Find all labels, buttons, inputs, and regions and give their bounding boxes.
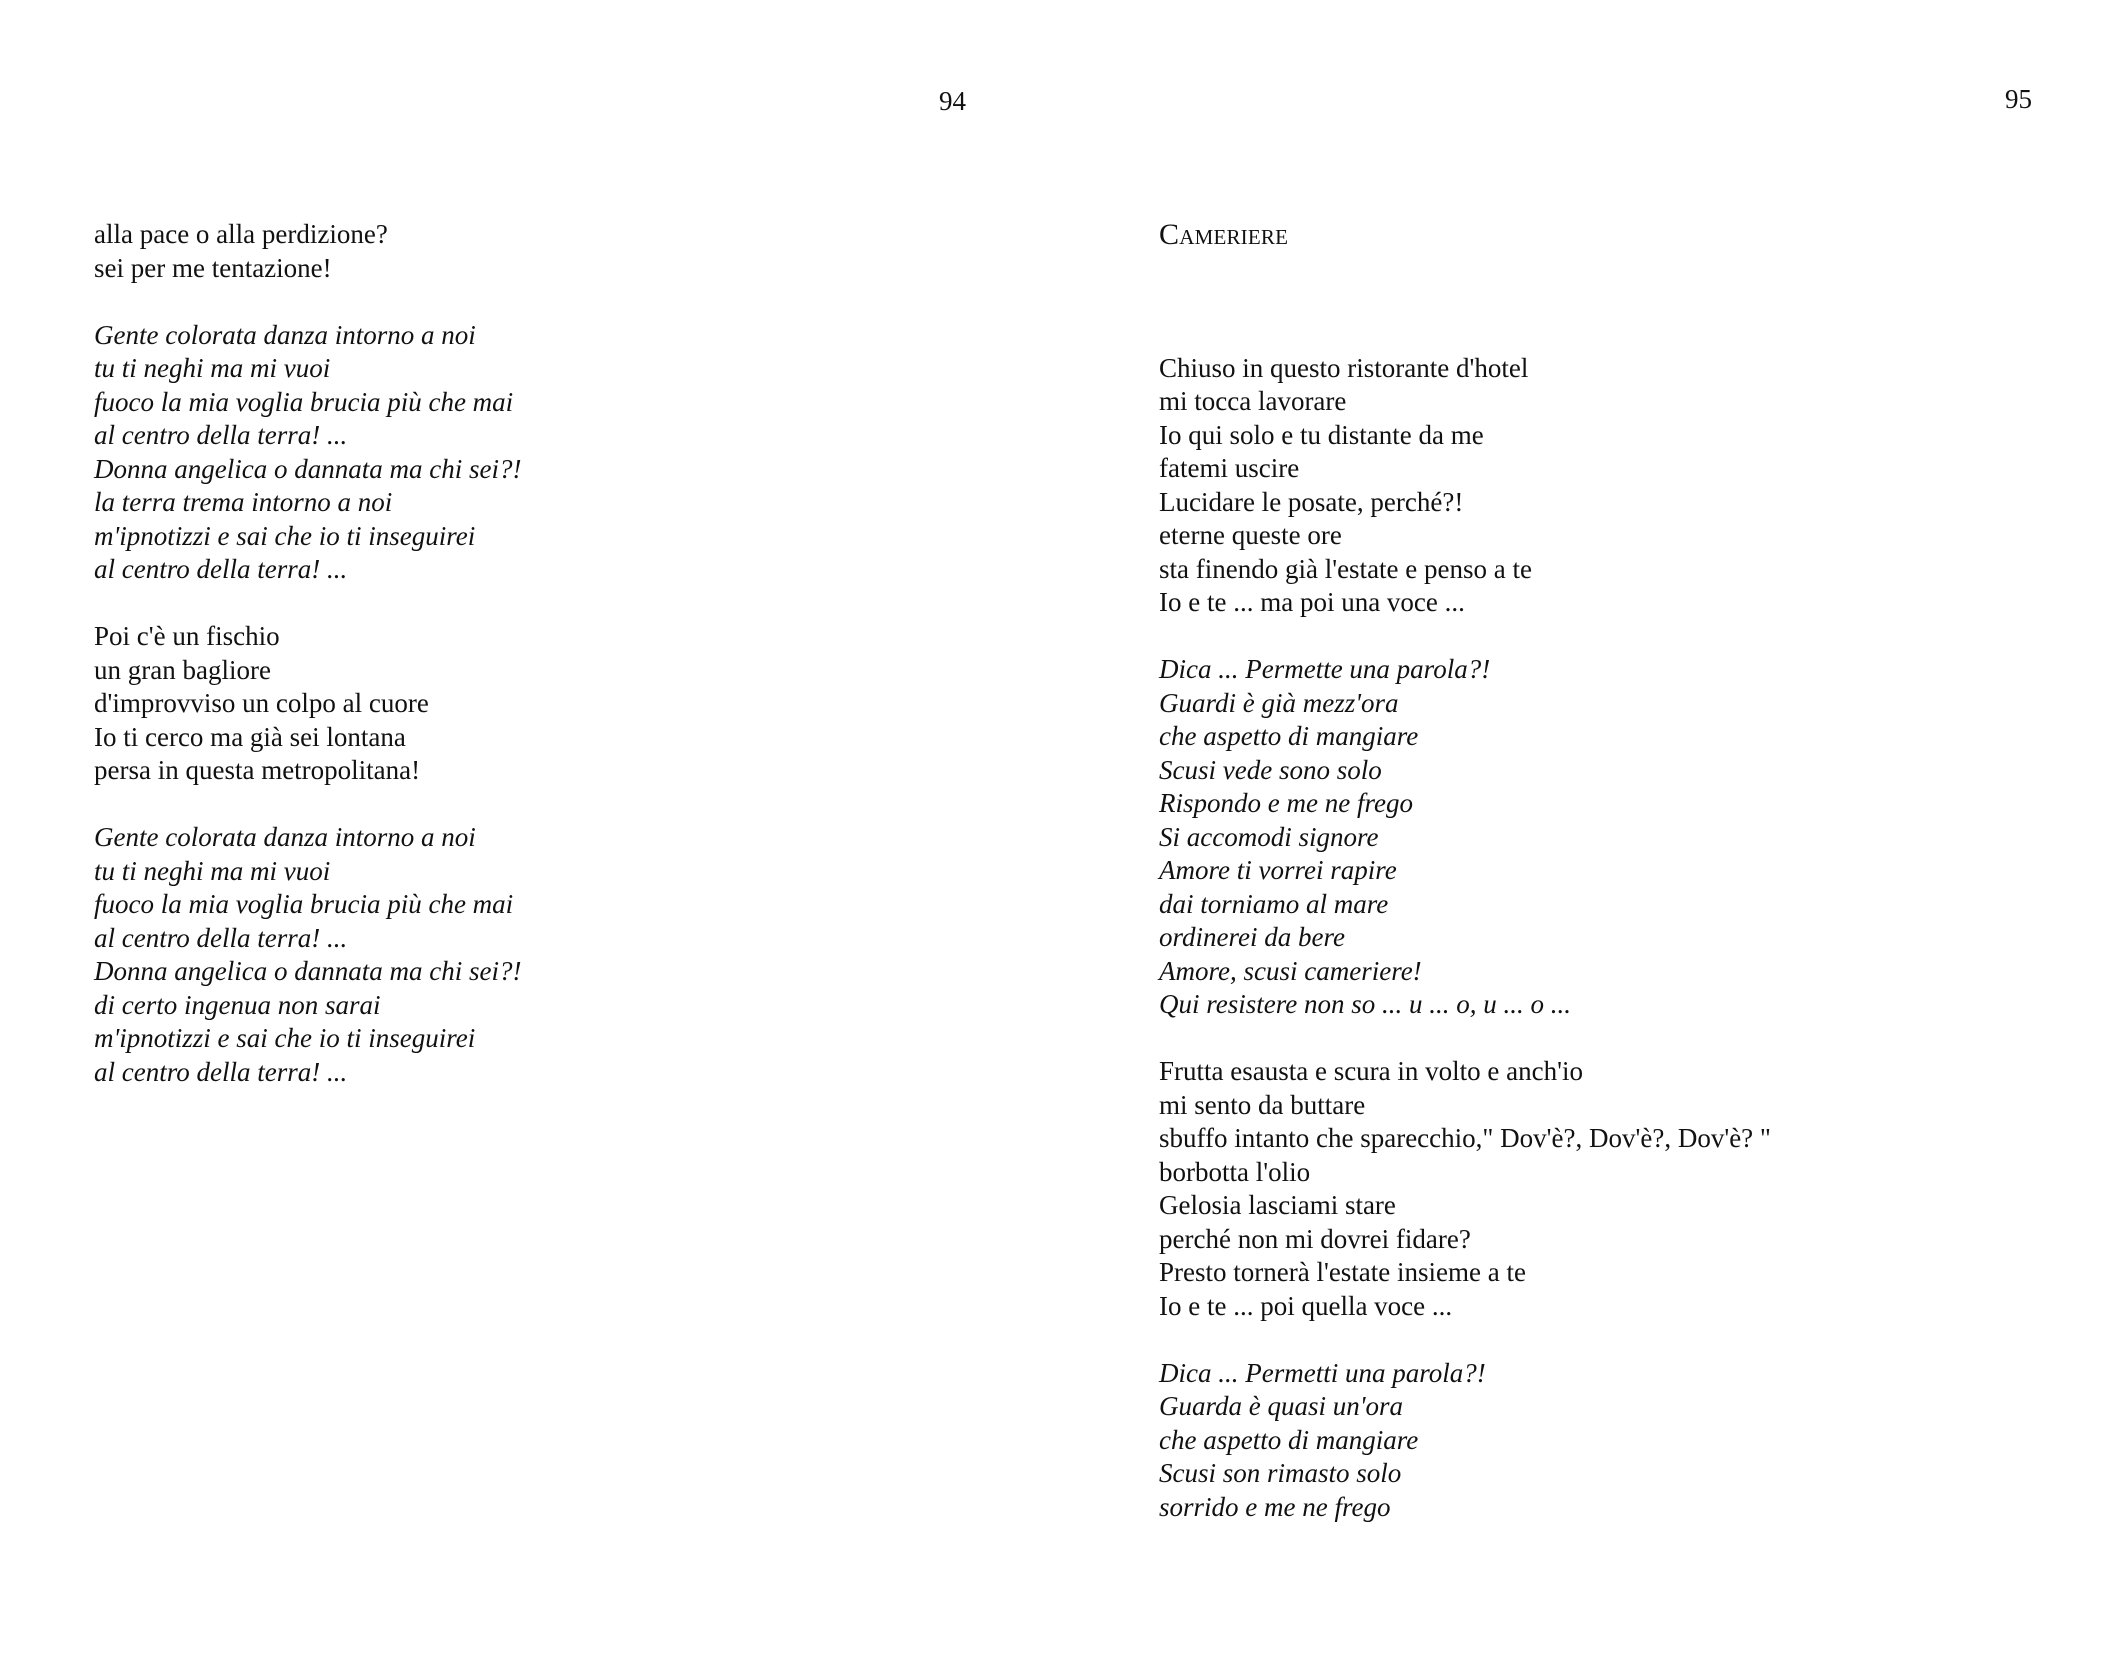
verse-line: Scusi son rimasto solo [1159,1458,1402,1488]
verse-line: Si accomodi signore [1159,821,1379,852]
stanza [1159,653,2059,1022]
verse-line: fatemi uscire [1159,453,1300,483]
verse-line: Amore, scusi cameriere! [1159,955,1422,986]
stanza [1159,352,2059,620]
verse-line: Qui resistere non so ... u ... o, u ... o ... [1159,989,1571,1019]
verse-line: che aspetto di mangiare [1159,721,1419,751]
verse-line: ordinerei da bere [1159,922,1345,952]
verse-line: che aspetto di mangiare [1159,1424,1419,1455]
verse-line: Lucidare le posate, perché?! [1159,486,1464,517]
verse-line: Io e te ... poi quella voce ... [1159,1290,1453,1321]
verse-line: al centro della terra! ... [94,922,348,953]
verse-line: sbuffo intanto che sparecchio," Dov'è?, Dov'è?, Dov'è? " [1159,1123,1771,1153]
verse-line: Io e te ... ma poi una voce ... [1159,587,1465,617]
verse-line: la terra trema intorno a noi [94,487,393,517]
stanza [94,620,994,788]
verse-line: Rispondo e me ne frego [1159,788,1413,818]
verse-line: sorrido e me ne frego [1159,1491,1391,1522]
verse-line: fuoco la mia voglia brucia più che mai [94,386,514,417]
verse-line: Io qui solo e tu distante da me [1159,419,1484,450]
verse-line: Guardi è già mezz'ora [1159,687,1399,718]
verse-line: m'ipnotizzi e sai che io ti inseguirei [94,1023,476,1053]
right-page-text [1159,218,2059,1558]
verse-line: Guarda è quasi un'ora [1159,1391,1404,1421]
verse-line: sei per me tentazione! [94,252,332,283]
verse-line: Scusi vede sono solo [1159,754,1382,785]
verse-line: Gente colorata danza intorno a noi [94,319,476,350]
verse-line: al centro della terra! ... [94,420,348,450]
stanza [1159,1357,2059,1525]
verse-line: Chiuso in questo ristorante d'hotel [1159,352,1529,383]
verse-line: al centro della terra! ... [94,554,348,584]
verse-line: d'improvviso un colpo al cuore [94,688,429,718]
verse-line: Donna angelica o dannata ma chi sei?! [94,453,522,484]
verse-line: Amore ti vorrei rapire [1159,855,1397,885]
verse-line: Poi c'è un fischio [94,621,280,651]
verse-line: perché non mi dovrei fidare? [1159,1223,1471,1254]
verse-line: fuoco la mia voglia brucia più che mai [94,889,514,919]
verse-line: Presto tornerà l'estate insieme a te [1159,1257,1526,1287]
verse-line: mi tocca lavorare [1159,386,1347,416]
stanza [94,821,994,1089]
verse-line: eterne queste ore [1159,520,1342,550]
page-number-left: 94 [939,86,966,116]
verse-line: Donna angelica o dannata ma chi sei?! [94,956,522,986]
stanza [94,319,994,587]
stanza [1159,1055,2059,1323]
verse-line: Dica ... Permetti una parola?! [1159,1357,1486,1388]
page-number-right: 95 [2005,84,2032,114]
verse-line: tu ti neghi ma mi vuoi [94,353,331,383]
left-page-text [94,218,994,1123]
verse-line: m'ipnotizzi e sai che io ti inseguirei [94,520,476,551]
verse-line: dai torniamo al mare [1159,888,1389,919]
verse-line: di certo ingenua non sarai [94,989,381,1020]
verse-line: alla pace o alla perdizione? [94,219,388,249]
verse-line: Frutta esausta e scura in volto e anch'io [1159,1056,1583,1086]
verse-line: persa in questa metropolitana! [94,755,421,785]
verse-line: sta finendo già l'estate e penso a te [1159,553,1532,584]
song-title: Cameriere [1159,218,1289,251]
verse-line: mi sento da buttare [1159,1089,1366,1120]
stanza [94,218,994,285]
verse-line: un gran bagliore [94,654,271,685]
verse-line: Gente colorata danza intorno a noi [94,822,476,852]
verse-line: Io ti cerco ma già sei lontana [94,721,406,752]
verse-line: al centro della terra! ... [94,1056,348,1087]
verse-line: Gelosia lasciami stare [1159,1190,1396,1220]
verse-line: tu ti neghi ma mi vuoi [94,855,331,886]
verse-line: Dica ... Permette una parola?! [1159,654,1491,684]
verse-line: borbotta l'olio [1159,1156,1311,1187]
